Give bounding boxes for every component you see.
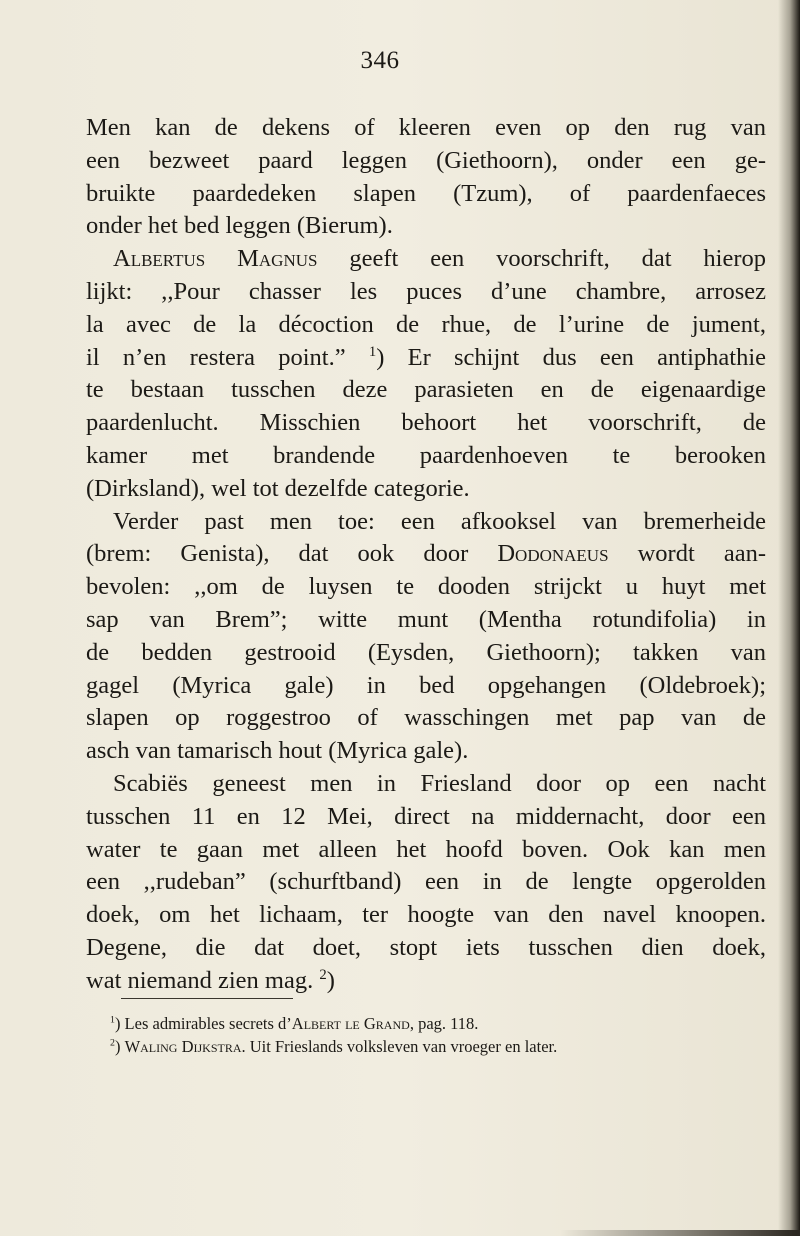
text-line	[86, 342, 766, 375]
author-name: Waling Dijkstra	[124, 1037, 242, 1056]
footnote-ref-2: 2	[319, 966, 327, 983]
text-line: een bezweet paard leggen (Giethoorn), onder een ge-	[86, 146, 766, 174]
page-number: 346	[360, 47, 400, 74]
text-span: (brem: Genista), dat ook door	[86, 540, 498, 568]
text-span: wat niemand zien mag.	[86, 966, 320, 994]
text-line: slapen op roggestroo of wasschingen met pap van de	[86, 704, 766, 732]
text-line: te bestaan tusschen deze parasieten en de eigenaardige	[86, 376, 766, 404]
text-line: tusschen 11 en 12 Mei, direct na middernacht, door een	[86, 802, 766, 830]
page-bottom-edge	[560, 1230, 800, 1236]
footnote-2	[110, 1035, 760, 1058]
body-text	[86, 112, 766, 998]
text-span: il n’en restera point.”	[86, 343, 369, 371]
footnote-separator	[121, 998, 293, 999]
text-span: ) Er schijnt dus een antiphathie	[376, 343, 766, 371]
page-edge-shadow	[778, 0, 800, 1236]
paragraph-3	[86, 506, 766, 768]
text-line: doek, om het lichaam, ter hoogte van den navel knoopen.	[86, 901, 766, 929]
text-line	[86, 965, 766, 998]
text-span: )	[114, 1037, 125, 1056]
paragraph-4	[86, 768, 766, 998]
text-line: kamer met brandende paardenhoeven te berooken	[86, 441, 766, 469]
text-line: water te gaan met alleen het hoofd boven. Ook kan men	[86, 835, 766, 863]
text-line: onder het bed leggen (Bierum).	[86, 212, 393, 240]
footnote-ref-1: 1	[368, 343, 377, 360]
text-span: , pag. 118.	[409, 1014, 479, 1033]
text-line	[86, 538, 766, 571]
text-line: asch van tamarisch hout (Myrica gale).	[86, 737, 469, 765]
text-line: Men kan de dekens of kleeren even op den rug van	[86, 114, 766, 141]
text-line	[86, 243, 766, 276]
text-line: een ,,rudeban” (schurftband) een in de lengte opgerolden	[86, 868, 766, 896]
text-span: ) Les admirables secrets d’	[114, 1014, 292, 1033]
text-line: Scabiës geneest men in Friesland door op een nacht	[113, 769, 766, 797]
text-span: )	[326, 966, 335, 994]
text-line: lijkt: ,,Pour chasser les puces d’une chambre, arrosez	[86, 277, 766, 305]
text-line: sap van Brem”; witte munt (Mentha rotundifolia) in	[86, 605, 766, 633]
text-line: de bedden gestrooid (Eysden, Giethoorn); takken van	[86, 638, 766, 666]
text-line: la avec de la décoction de rhue, de l’urine de jument,	[86, 310, 766, 338]
text-span: geeft een voorschrift, dat hierop	[317, 245, 766, 273]
footnote-1	[110, 1012, 760, 1035]
paragraph-2	[86, 243, 766, 505]
footnote-mark: 1	[110, 1014, 115, 1026]
text-line: bevolen: ,,om de luysen te dooden strijckt u huyt met	[86, 573, 766, 601]
author-name: Albertus Magnus	[113, 245, 318, 273]
text-line: bruikte paardedeken slapen (Tzum), of paardenfaeces	[86, 179, 766, 207]
paragraph-1	[86, 112, 766, 243]
text-span: . Uit Frieslands volksleven van vroeger en later.	[241, 1037, 558, 1056]
author-name: Albert le Grand	[291, 1014, 410, 1033]
author-name: Dodonaeus	[497, 540, 609, 568]
text-line: paardenlucht. Misschien behoort het voorschrift, de	[86, 409, 766, 437]
footnote-mark: 2	[110, 1037, 115, 1049]
footnotes	[110, 1012, 760, 1058]
text-line: (Dirksland), wel tot dezelfde categorie.	[86, 474, 470, 502]
text-line: gagel (Myrica gale) in bed opgehangen (Oldebroek);	[86, 671, 766, 699]
text-span: wordt aan-	[608, 540, 766, 568]
text-line: Verder past men toe: een afkooksel van bremerheide	[113, 507, 766, 535]
text-line: Degene, die dat doet, stopt iets tusschen dien doek,	[86, 933, 766, 961]
